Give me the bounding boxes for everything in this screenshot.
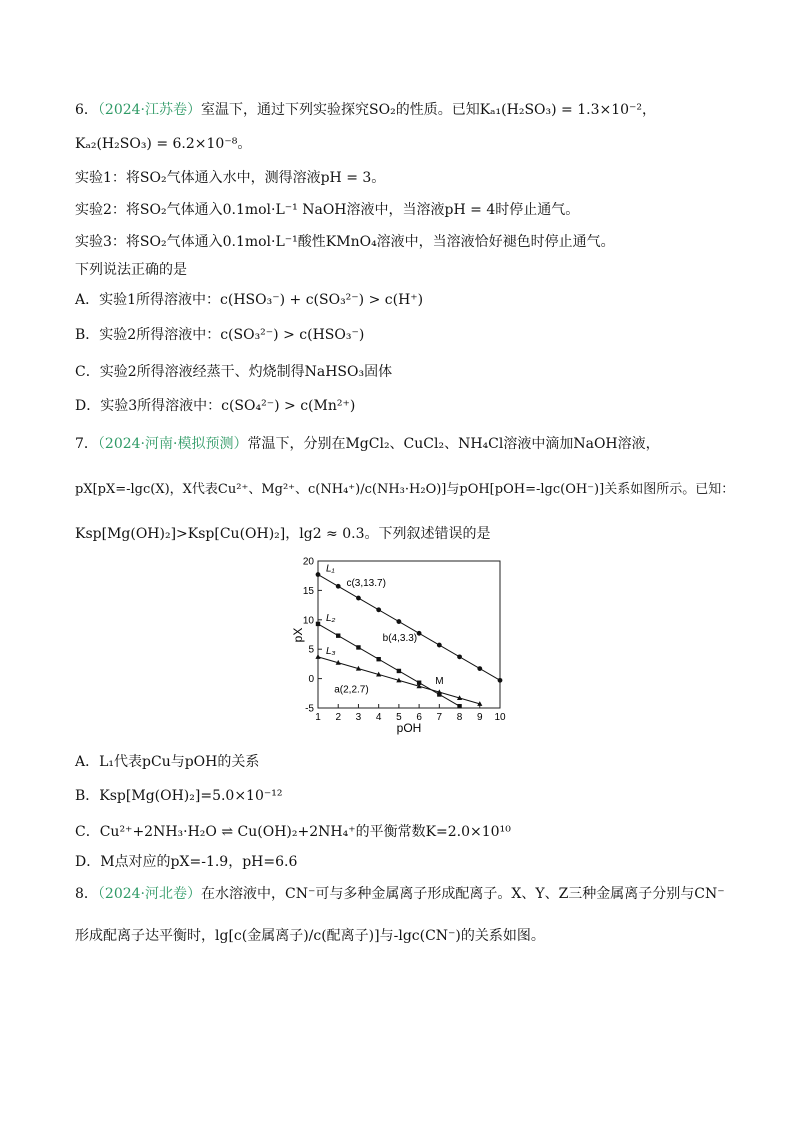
- data-point-l2: [356, 645, 360, 649]
- q7-option-a: A．L₁代表pCu与pOH的关系: [75, 754, 260, 770]
- data-point-l1: [356, 596, 361, 601]
- annotation-b: b(4,3.3): [382, 633, 418, 645]
- x-tick-label: 4: [375, 712, 382, 723]
- x-tick-label: 8: [456, 712, 463, 723]
- q7-source: （2024·河南·模拟预测）: [97, 436, 248, 452]
- q6-number: 6．: [75, 102, 98, 118]
- x-tick-label: 2: [335, 712, 342, 723]
- x-tick-label: 6: [416, 712, 422, 723]
- y-tick-label: 20: [302, 556, 314, 568]
- data-point-l1: [396, 619, 401, 624]
- data-point-l2: [457, 704, 461, 708]
- y-tick-label: 0: [308, 674, 314, 686]
- y-tick-label: 10: [302, 615, 314, 627]
- data-point-l1: [457, 654, 462, 659]
- q6-experiment-3: 实验3：将SO₂气体通入0.1mol·L⁻¹酸性KMnO₄溶液中，当溶液恰好褪色时停止通气。: [75, 234, 615, 250]
- x-tick-label: 10: [494, 712, 506, 723]
- q7-stem-line3: Ksp[Mg(OH)₂]>Ksp[Cu(OH)₂]，lg2 ≈ 0.3。下列叙述错误的是: [75, 526, 491, 542]
- q6-source: （2024·江苏卷）: [97, 102, 202, 118]
- data-point-l2: [376, 657, 380, 661]
- q6-stem-text1: 室温下，通过下列实验探究SO₂的性质。已知Kₐ₁(H₂SO₃) = 1.3×10⁻²，: [201, 102, 657, 118]
- q6-experiment-2: 实验2：将SO₂气体通入0.1mol·L⁻¹ NaOH溶液中，当溶液pH = 4时停止通气。: [75, 202, 580, 218]
- q7-option-b: B．Ksp[Mg(OH)₂]=5.0×10⁻¹²: [75, 788, 283, 804]
- q7-stem-line2: pX[pX=-lgc(X)，X代表Cu²⁺、Mg²⁺、c(NH₄⁺)/c(NH₃·H₂O)]与pOH[pOH=-lgc(OH⁻)]关系如图所示。已知：: [75, 482, 735, 497]
- q7-stem-text1: 常温下，分别在MgCl₂、CuCl₂、NH₄Cl溶液中滴加NaOH溶液，: [247, 436, 660, 452]
- q7-stem-line1: [75, 434, 660, 454]
- data-point-l1: [498, 678, 503, 683]
- data-point-l1: [376, 607, 381, 612]
- q8-stem-line2: 形成配离子达平衡时，lg[c(金属离子)/c(配离子)]与-lgc(CN⁻)的关系如图。: [75, 928, 545, 944]
- series-label-l3: L₃: [326, 645, 336, 657]
- x-axis-label: pOH: [396, 721, 422, 735]
- data-point-l2: [316, 622, 320, 626]
- y-axis-label: pX: [291, 627, 305, 643]
- data-point-l3: [315, 654, 320, 659]
- q8-stem-text1: 在水溶液中，CN⁻可与多种金属离子形成配离子。X、Y、Z三种金属离子分别与CN⁻: [201, 886, 725, 902]
- q6-prompt: 下列说法正确的是: [75, 262, 187, 278]
- x-tick-label: 9: [476, 712, 483, 723]
- data-point-l1: [316, 572, 321, 577]
- data-point-l1: [477, 666, 482, 671]
- series-label-l2: L₂: [326, 612, 336, 624]
- q7-option-c: C．Cu²⁺+2NH₃·H₂O ⇌ Cu(OH)₂+2NH₄⁺的平衡常数K=2.0×10¹⁰: [75, 824, 511, 840]
- x-tick-label: 5: [396, 712, 402, 723]
- q8-number: 8．: [75, 886, 98, 902]
- data-point-l1: [437, 643, 442, 648]
- data-point-l2: [397, 669, 401, 673]
- y-tick-label: 15: [302, 585, 314, 597]
- annotation-a: a(2,2.7): [334, 684, 369, 696]
- q6-option-a: A．实验1所得溶液中：c(HSO₃⁻) + c(SO₃²⁻) > c(H⁺): [75, 292, 424, 308]
- annotation-c: c(3,13.7): [346, 578, 386, 590]
- x-tick-label: 3: [355, 712, 362, 723]
- annotation-m: M: [435, 675, 444, 687]
- data-point-l2: [336, 633, 340, 637]
- q6-experiment-1: 实验1：将SO₂气体通入水中，测得溶液pH = 3。: [75, 170, 386, 186]
- q8-source: （2024·河北卷）: [97, 886, 202, 902]
- data-point-l1: [336, 584, 341, 589]
- q6-stem-line1: [75, 100, 656, 120]
- x-tick-label: 1: [315, 712, 321, 723]
- px-poh-chart: [290, 555, 520, 740]
- series-label-l1: L₁: [326, 563, 335, 575]
- q7-number: 7．: [75, 436, 98, 452]
- x-tick-label: 7: [436, 712, 443, 723]
- data-point-l1: [417, 631, 422, 636]
- q7-option-d: D．M点对应的pX=-1.9，pH=6.6: [75, 854, 298, 870]
- q8-stem-line1: [75, 884, 725, 904]
- q6-option-c: C．实验2所得溶液经蒸干、灼烧制得NaHSO₃固体: [75, 364, 393, 380]
- q6-option-d: D．实验3所得溶液中：c(SO₄²⁻) > c(Mn²⁺): [75, 398, 356, 414]
- y-tick-label: -5: [305, 703, 314, 715]
- q6-option-b: B．实验2所得溶液中：c(SO₃²⁻) > c(HSO₃⁻): [75, 327, 365, 343]
- y-tick-label: 5: [308, 644, 314, 656]
- q6-stem-line2: Kₐ₂(H₂SO₃) = 6.2×10⁻⁸。: [75, 136, 252, 152]
